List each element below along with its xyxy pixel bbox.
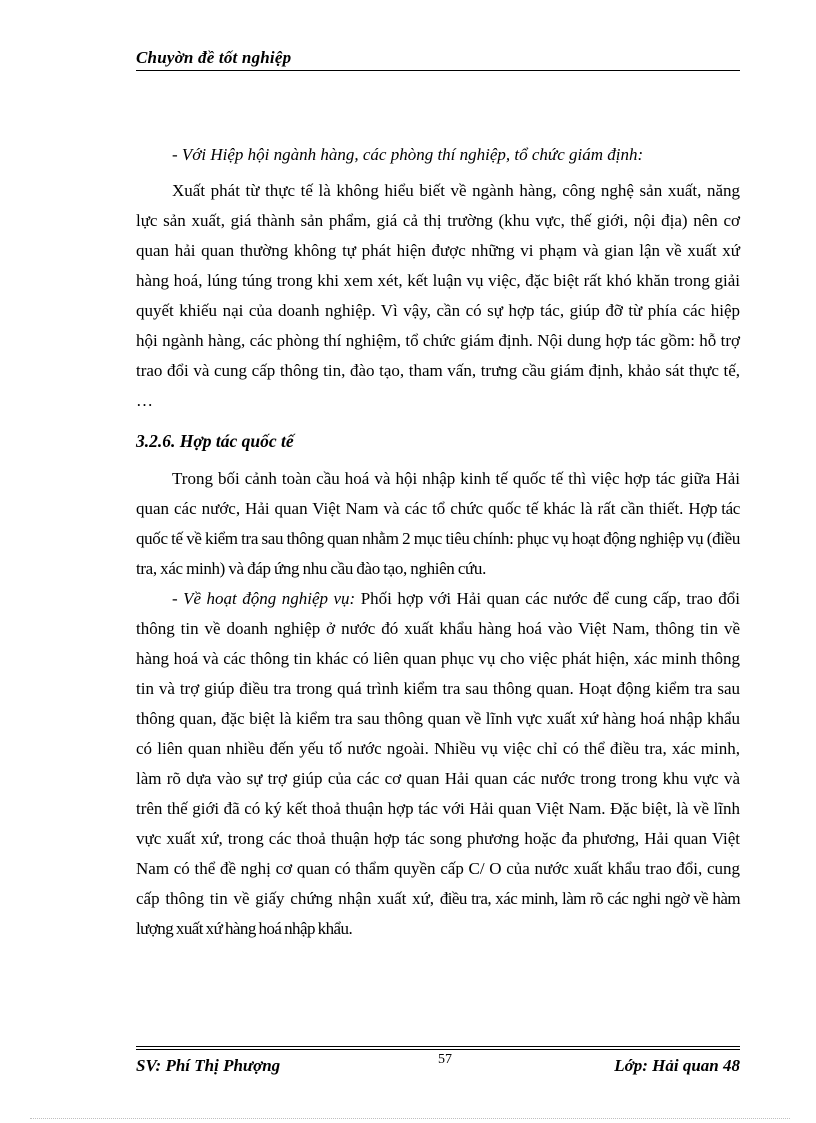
header-title: Chuyờn đề tốt nghiệp xyxy=(136,48,292,67)
header-rule xyxy=(136,70,740,71)
footer-rule xyxy=(136,1046,740,1047)
footer-class: Lớp: Hải quan 48 xyxy=(614,1056,740,1075)
page-footer xyxy=(136,1046,740,1080)
page-edge-divider xyxy=(30,1118,790,1119)
intro-sentence: Trong bối cảnh toàn cầu hoá và hội nhập kinh tế quốc tế thì việc hợp tác giữa Hải quan các nước, Hải quan Việt Nam và các tổ chức quốc tế khác là rất cần thiết. xyxy=(136,469,740,518)
operations-last-line: điều tra, xác minh, làm rõ các nghi ngờ về hàm lượng xuất xứ hàng hoá nhập khẩu. xyxy=(136,889,740,938)
paragraph-operations xyxy=(136,584,740,944)
footer-student: SV: Phí Thị Phượng xyxy=(136,1056,281,1075)
section-heading: 3.2.6. Hợp tác quốc tế xyxy=(136,431,294,451)
operations-label: - Về hoạt động nghiệp vụ: xyxy=(172,589,356,608)
operations-body: Phối hợp với Hải quan các nước để cung cấp, trao đổi thông tin về doanh nghiệp ở nước đó xuất khẩu hàng hoá vào Việt Nam, thông tin về hàng hoá và các thông tin khác có liên quan phục vụ cho việc phát hiện, xác minh thông tin và trợ giúp điều tra trong quá trình kiểm tra sau thông quan. Hoạt động kiểm tra sau thông quan, đặc biệt là kiểm tra sau thông quan về lĩnh vực xuất xứ hàng hoá nhập khẩu có liên quan nhiều đến yếu tố nước ngoài. Nhiều vụ việc chỉ có thể điều tra, xác minh, làm rõ dựa vào sự trợ giúp của các cơ quan Hải quan các nước trong trong khu vực và trên thế giới đã có ký kết thoả thuận hợp tác với Hải quan Việt Nam. Đặc biệt, là về lĩnh vực xuất xứ, trong các thoả thuận hợp tác song phương hoặc đa phương, Hải quan Việt Nam có thể đề nghị cơ quan có thẩm quyền cấp C/ O của nước xuất khẩu trao đổi, cung cấp thông tin về giấy chứng nhận xuất xứ, xyxy=(136,589,740,908)
paragraph-partners-label: - Với Hiệp hội ngành hàng, các phòng thí nghiệp, tổ chức giám định: xyxy=(172,145,644,164)
page-header xyxy=(136,48,740,70)
page-number: 57 xyxy=(438,1052,452,1067)
paragraph-international-intro xyxy=(136,464,740,584)
footer-rule-thin xyxy=(136,1049,740,1050)
document-body xyxy=(136,140,740,944)
intro-goals: Hợp tác quốc tế về kiểm tra sau thông quan nhằm 2 mục tiêu chính: phục vụ hoạt động nghiệp vụ (điều tra, xác minh) và đáp ứng nhu cầu đào tạo, nghiên cứu. xyxy=(136,499,740,578)
paragraph-partners-body: Xuất phát từ thực tế là không hiểu biết về ngành hàng, công nghệ sản xuất, năng lực sản xuất, giá thành sản phẩm, giá cả thị trường (khu vực, thế giới, nội địa) nên cơ quan hải quan thường không tự phát hiện được những vi phạm và gian lận về xuất xứ hàng hoá, lúng túng trong khi xem xét, kết luận vụ việc, đặc biệt rất khó khăn trong giải quyết khiếu nại của doanh nghiệp. Vì vậy, cần có sự hợp tác, giúp đỡ từ phía các hiệp hội ngành hàng, các phòng thí nghiệm, tổ chức giám định. Nội dung hợp tác gồm: hỗ trợ trao đổi và cung cấp thông tin, đào tạo, tham vấn, trưng cầu giám định, khảo sát thực tế, … xyxy=(136,181,740,410)
